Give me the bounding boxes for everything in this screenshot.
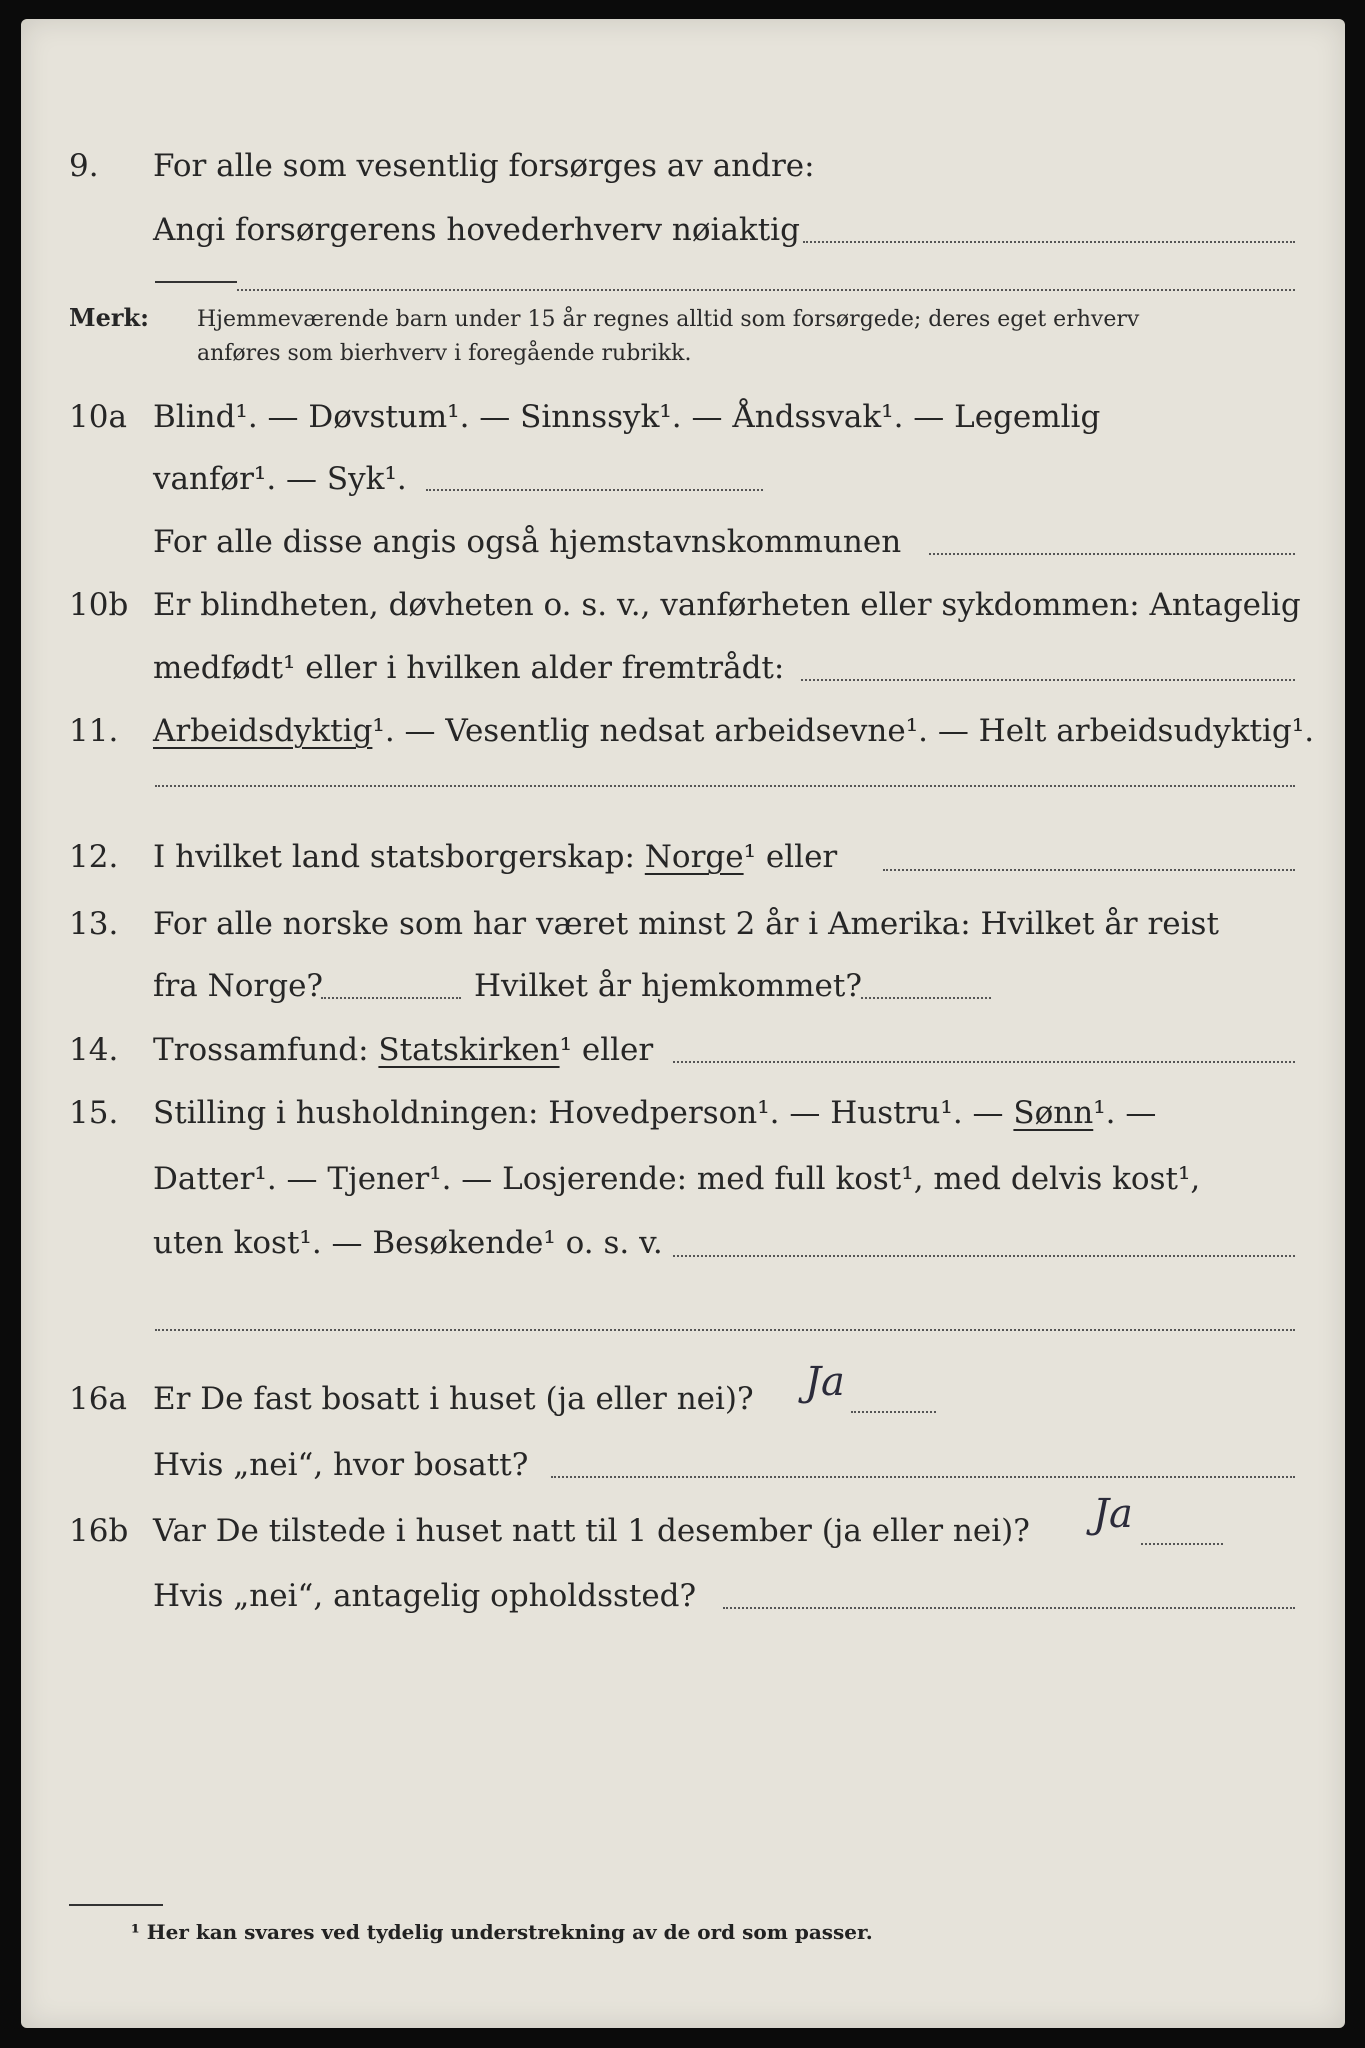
q15-number: 15. <box>69 1095 119 1131</box>
q16b-opholdssted-answer-line[interactable] <box>723 1607 1295 1609</box>
q10a-line1: Blind¹. — Døvstum¹. — Sinnssyk¹. — Åndssvak¹. — Legemlig <box>153 399 1101 435</box>
q15-answer-line[interactable] <box>673 1255 1295 1257</box>
q13-line1: For alle norske som har været minst 2 år i Amerika: Hvilket år reist <box>153 906 1219 942</box>
q9-answer-line[interactable] <box>803 241 1295 243</box>
q13-number: 13. <box>69 906 119 942</box>
q14-number: 14. <box>69 1032 119 1068</box>
q10a-line3: For alle disse angis også hjemstavnskommunen <box>153 524 902 560</box>
q9-line1: For alle som vesentlig forsørges av andre: <box>153 148 815 184</box>
q14-answer-line[interactable] <box>673 1061 1295 1063</box>
q15-sonn-underlined: Sønn <box>1013 1095 1094 1131</box>
q10b-answer-line[interactable] <box>801 679 1295 681</box>
q13-reist-answer-line[interactable] <box>321 997 461 999</box>
q12-text: I hvilket land statsborgerskap: <box>153 839 635 875</box>
q10b-line1: Er blindheten, døvheten o. s. v., vanførheten eller sykdommen: Antagelig <box>153 587 1301 623</box>
q9-short-rule <box>155 281 237 283</box>
q15-line3: uten kost¹. — Besøkende¹ o. s. v. <box>153 1225 663 1261</box>
q16a-handwritten-answer: Ja <box>805 1359 845 1405</box>
q12-answer-line[interactable] <box>883 869 1295 871</box>
q9-line2: Angi forsørgerens hovederhverv nøiaktig <box>153 212 800 248</box>
q11-number: 11. <box>69 713 119 749</box>
q10a-hjemstavn-answer-line[interactable] <box>929 553 1295 555</box>
footnote: ¹ Her kan svares ved tydelig understrekning av de ord som passer. <box>131 1920 873 1944</box>
q15-line1 <box>153 1093 1156 1133</box>
footnote-rule <box>69 1904 163 1906</box>
q10a-line2: vanfør¹. — Syk¹. <box>153 461 407 497</box>
q11-answer-line[interactable] <box>155 785 1295 787</box>
merk-line1: Hjemmeværende barn under 15 år regnes alltid som forsørgede; deres eget erhverv <box>197 307 1140 332</box>
q15-line1-text: Stilling i husholdningen: Hovedperson¹. — Hustru¹. — <box>153 1095 1004 1131</box>
q16a-bosatt-answer-line[interactable] <box>551 1476 1295 1478</box>
q16a-line1: Er De fast bosatt i huset (ja eller nei)? <box>153 1381 754 1417</box>
q14-eller: ¹ eller <box>559 1032 654 1068</box>
q11-line <box>153 711 1314 751</box>
merk-line2: anføres som bierhverv i foregående rubrikk. <box>197 341 692 366</box>
q10a-number: 10a <box>69 399 127 435</box>
q12-eller: ¹ eller <box>743 839 838 875</box>
merk-label: Merk: <box>69 303 149 332</box>
q12-line <box>153 837 837 877</box>
q14-statskirken-underlined: Statskirken <box>378 1032 560 1068</box>
q14-text: Trossamfund: <box>153 1032 369 1068</box>
q10b-line2: medfødt¹ eller i hvilken alder fremtrådt: <box>153 650 785 686</box>
q9-number: 9. <box>69 148 99 184</box>
q16a-line2: Hvis „nei“, hvor bosatt? <box>153 1447 529 1483</box>
q16b-handwritten-answer: Ja <box>1093 1491 1133 1537</box>
q13-hjemkommet-answer-line[interactable] <box>861 997 991 999</box>
q13-line2a: fra Norge? <box>153 968 324 1004</box>
q12-norge-underlined: Norge <box>644 839 744 875</box>
q15-answer-line-2[interactable] <box>155 1329 1295 1331</box>
q12-number: 12. <box>69 839 119 875</box>
census-form-page <box>21 19 1345 2028</box>
q13-line2b: Hvilket år hjemkommet? <box>474 968 862 1004</box>
q10a-syk-answer-line[interactable] <box>426 489 763 491</box>
q15-line2: Datter¹. — Tjener¹. — Losjerende: med full kost¹, med delvis kost¹, <box>153 1161 1201 1197</box>
q11-rest: ¹. — Vesentlig nedsat arbeidsevne¹. — Helt arbeidsudyktig¹. <box>372 713 1315 749</box>
q16b-line1: Var De tilstede i huset natt til 1 desember (ja eller nei)? <box>153 1513 1030 1549</box>
q16a-answer-line[interactable] <box>851 1411 936 1413</box>
q15-line1-end: ¹. — <box>1093 1095 1157 1131</box>
q16b-line2: Hvis „nei“, antagelig opholdssted? <box>153 1578 697 1614</box>
q16a-number: 16a <box>69 1381 127 1417</box>
q14-line <box>153 1030 653 1070</box>
q11-arbeidsdyktig-underlined: Arbeidsdyktig <box>153 713 373 749</box>
q9-answer-line-2[interactable] <box>237 289 1295 291</box>
q16b-number: 16b <box>69 1513 129 1549</box>
q16b-answer-line[interactable] <box>1141 1543 1223 1545</box>
q10b-number: 10b <box>69 587 129 623</box>
